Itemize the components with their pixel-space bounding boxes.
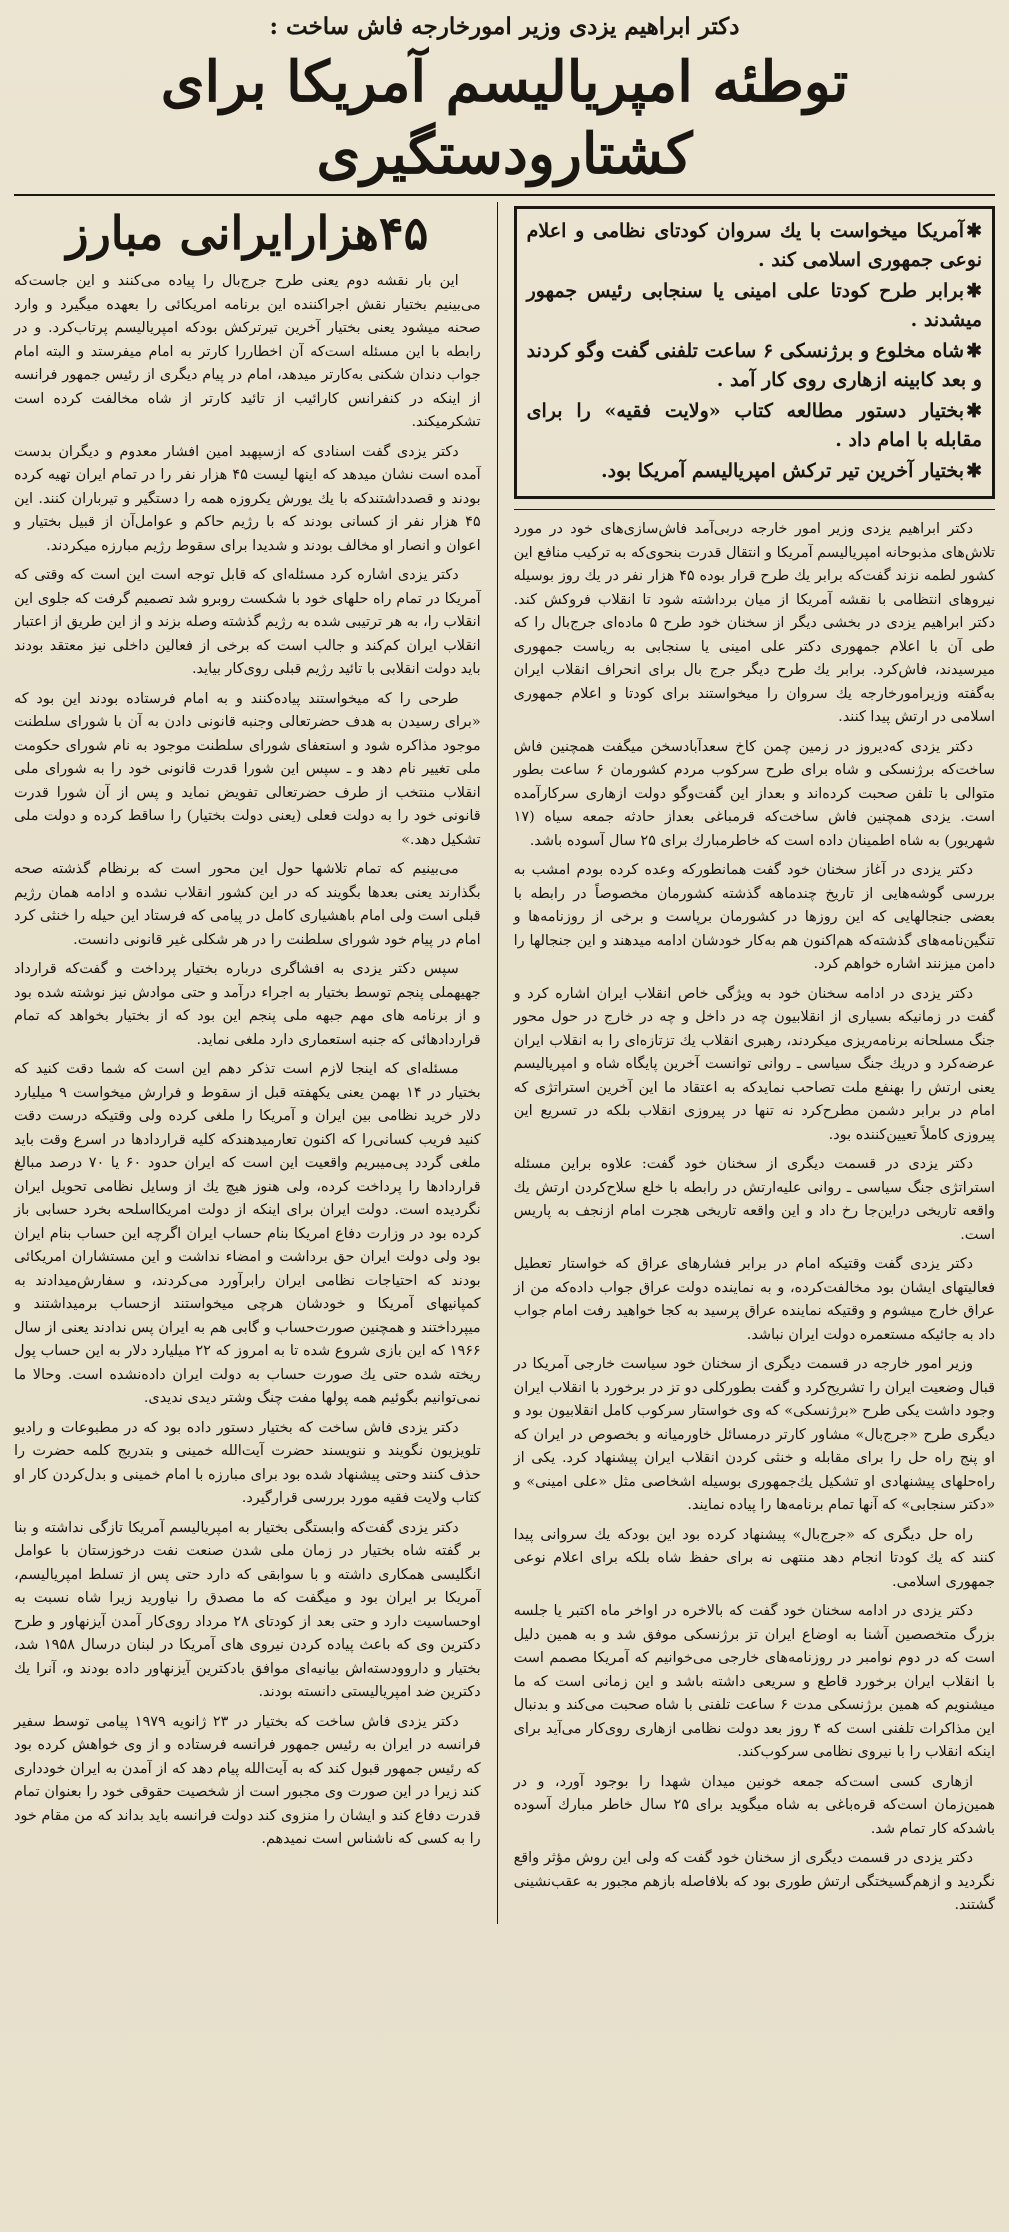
paragraph: دکتر یزدی در ادامه سخنان خود به ویژگی خاص انقلاب ایران اشاره کرد و گفت در زمانیکه بسیاری از انقلابیون چه در داخل و چه در خارج در حول محور جنگ مسلحانه برنامه‌ریزی میکردند، رهبری انقلاب یك تزتازه‌ای را به انقلاب ایران عرضه‌کرد و دریك جنگ سیاسی ـ روانی توانست آخرین پایگاه شاه و امپریالیسم یعنی ارتش را بهنفع ملت تصاحب نمایدکه به اعتقاد ما این آخرین استراتژی که امام در برابر دشمن مطرح‌کرد نه تنها در پیروزی انقلاب بلکه در تسریع این پیروزی کاملاً تعیین‌کننده بود.: [513, 985, 995, 1143]
paragraph: دکتر یزدی در قسمت دیگری از سخنان خود گفت که ولی این روش مؤثر واقع نگردید و ازهم‌گسیختگی ارتش طوری بود که بلافاصله بازهم مجبور به عقب‌نشینی گشتند.: [513, 1850, 995, 1913]
paragraph: ازهاری کسی است‌که جمعه خونین میدان شهدا را بوجود آورد، و در همین‌زمان است‌که قره‌باغی به شاه میگوید برای ۲۵ سال خاطر مبارك آسوده باشد‌که کار تمام شد.: [513, 1773, 995, 1837]
paragraph: این بار نقشه دوم یعنی طرح جرج‌بال را پیاده می‌کنند و این جاست‌که می‌بینیم بختیار نقش اجراکننده این برنامه امریکائی را بعهده میگیرد و وارد صحنه میشود یعنی بختیار آخرین تیرترکش بودکه امپریالیسم پرتاب‌کرد. و در رابطه با این مسئله است‌که آن اخطاررا کارتر به امام میفرستد و البته امام جواب دندان شکنی به‌کارتر میدهد، امام در پیام دیگری از رئیس جمهور فرانسه از اینکه در کنفرانس کارائیب از تائید کارتر از شاه مخالفت کرده است تشکرمیکند.: [14, 273, 481, 430]
paragraph: دکتر یزدی گفت اسنادی که ازسپهبد امین افشار معدوم و دیگران بدست آمده است نشان میدهد که اینها لیست ۴۵ هزار نفر را در تمام ایران تهیه کرده بودند و قصدداشتندکه با یك یورش یکروزه همه را دستگیر و تیرباران کنند. این ۴۵ هزار نفر از کسانی بودند که با رژیم حاکم و عوامل‌آن از قبیل بختیار و اعوان و انصار او مخالف بودند و شدیدا برای سقوط رژیم مبارزه میکردند.: [14, 443, 481, 554]
highlights-box: [514, 206, 995, 499]
paragraph: وزیر امور خارجه در قسمت دیگری از سخنان خود سیاست خارجی آمریکا در قبال وضعیت ایران را تشریح‌کرد و گفت بطورکلی دو تز در برخورد با انقلاب ایران وجود داشت یکی طرح «برژنسکی» که وی خواستار سرکوب کامل انقلابیون بود و دیگری طرح «جرج‌بال» مشاور کارتر درمسائل خاورمیانه و بخصوص در ایران که او پنج راه حل را برای مقابله و خنثی کردن انقلاب ایران پیشنهاد کرد. یکی از راه‌حلهای پیشنهادی او تشکیل یك‌جمهوری بوسیله اشخاصی مثل «علی امینی» و «دکتر سنجابی» که آنها تمام برنامه‌ها را پیاده نمایند.: [513, 1356, 995, 1513]
asterisk-icon: ✱: [966, 460, 982, 482]
kicker: دکتر ابراهیم یزدی وزیر امورخارجه فاش ساخت :: [269, 13, 740, 40]
paragraph: مسئله‌ای که اینجا لازم است تذکر دهم این است که شما دقت کنید که بختیار در ۱۴ بهمن یعنی یکهفته قبل از سقوط و فرارش میخواست ۹ میلیارد دلار خرید نظامی بین ایران و آمریکا را ملغی کرده ولی وقتیکه درست دقت کنید فریب کسانی‌را که اکنون تعارمیدهندکه کلیه قراردادها در اسرع وقت باید ملغی گردد پی‌میبریم واقعیت این است که ایران حدود ۶۰ یا ۷۰ درصد مبالغ قراردادها را پرداخت کرده، ولی هنوز هیچ یك از وسایل نظامی تحویل ایران نگردیده است. دولت ایران برای اینکه از دولت امریکااسلحه بخرد حسابی باز کرده بود در وزارت دفاع امریکا بنام حساب ایران اگرچه این حساب بنام ایران بود ولی دولت ایران حق برداشت و امضاء نداشت و این مستشاران امریکائی بودند که احتیاجات نظامی ایران رابرآورد می‌کردند، و سفارش‌میدادند به کمپانیهای آمریکا و خودشان هرچی میخواستند ازحساب برمیداشتند و میپرداختند و همچنین صورت‌حساب و گابی هم به ایران پس ندادند یعنی از سال ۱۹۶۶ که این بازی شروع شده تا به امروز که ۲۲ میلیارد دلار به این حساب پول ریخته شده حتی یك صورت حساب به دولت ایران داده‌نشده است. وحالا ما نمی‌توانیم بگوئیم همه پولها مفت چنگ وشتر دیدی ندیدی.: [14, 1061, 481, 1406]
headline: توطئه امپریالیسم آمریکا برای کشتارودستگیری: [14, 46, 995, 196]
paragraph: راه حل دیگری که «جرج‌بال» پیشنهاد کرده بود این بودکه یك سروانی پیدا کنند که یك کودتا انجام دهد منتهی نه برای حفظ شاه بلکه برای اعلام نوعی جمهوری اسلامی.: [513, 1526, 995, 1590]
paragraph: دکتر یزدی گفت‌که وابستگی بختیار به امپریالیسم آمریکا تازگی نداشته و بنا بر گفته شاه بختیار در زمان ملی شدن صنعت نفت درخوزستان با عوامل انگلیسی همکاری داشته و با سوابقی که دارد حتی پس از تسلط امپریالیسم، آمریکا بر ایران بود و میگفت که ما مصدق را نیاورید زیرا شاه نسبت به اوحساسیت دارد و حتی بعد از کودتای ۲۸ مرداد روی‌کار آمدن آیزنهاور و طرح دکترین وی که باعث پیاده کردن نیروی های آمریکا در لبنان درسال ۱۹۵۸ شد، بختیار و داروودسته‌اش بیانیه‌ای موافق باد‌کترین آیزنهاور داده بودند و، آنرا یك دکترین ضد امپریالیستی دانسته بودند.: [14, 1519, 481, 1700]
paragraph: دکتر یزدی که‌دیروز در زمین چمن کاخ سعدآبادسخن میگفت همچنین فاش ساخت‌که برژنسکی و شاه برای طرح سرکوب مردم کشورمان ۶ ساعت بطور متوالی با تلفن صحبت کرده‌اند و بعداز این گفت‌وگو دولت ازهاری سرکارآمده است. یزدی همچنین فاش ساخت‌که قرمباغی بعداز حادثه جمعه سیاه (۱۷ شهریور) به شاه اطمینان داده است که خاطرمبارك برای ۲۵ سال آسوده باشد.: [513, 738, 995, 849]
paragraph: دکتر یزدی گفت وقتیکه امام در برابر فشارهای عراق که خواستار تعطیل فعالیتهای ایشان بود مخالفت‌کرده، و به نماینده دولت عراق جواب داده‌که من از عراق خارج میشوم و وقتیکه نماینده عراق پرسید به کجا خواهید رفت امام جواب داد به جائیکه مستعمره دولت ایران نباشد.: [513, 1256, 995, 1343]
left-column: [14, 202, 481, 1924]
highlight-item: ✱برابر طرح کودتا علی امینی یا سنجابی رئیس جمهور میشدند .: [527, 277, 982, 335]
highlight-item: ✱بختیار آخرین تیر ترکش امپریالیسم آمریکا بود.: [527, 457, 982, 486]
paragraph: دکتر ابراهیم یزدی وزیر امور خارجه دربی‌آمد فاش‌سازی‌های خود در مورد تلاش‌های مذبوحانه امپریالیسم آمریکا و انتقال قدرت بنحوی‌که به ترکیب منافع این کشور لطمه نزند گفت‌که برابر یك طرح قرار بوده ۴۵ هزار نفر در یك روز بوسیله نیروهای انتظامی با نقشه آمریکا از میان برداشته شود تا انقلاب فروکش کند. دکتر ابراهیم یزدی در بخشی دیگر از سخنان خود طرح ۵ ماده‌ای جرج‌بال را که طی آن با اعلام جمهوری دکتر علی امینی یا سنجابی به ریاست جمهوری میرسیدند، فاش‌کرد. برابر یك طرح دیگر جرج بال برای انحراف انقلاب ایران به‌گفته وزیرامورخارجه یك سروان را میخواستند برای کودتا و اعلام جمهوری اسلامی در ارتش پیدا کنند.: [513, 521, 995, 725]
paragraph: طرحی را که میخواستند پیاده‌کنند و به امام فرستاده بودند این بود که «برای رسیدن به هدف حضرتعالی وجنبه قانونی دادن به آن با شورای سلطنت موجود مذاکره شود و استعفای شورای سلطنت موجود به نام شورای حکومت ملی تغییر نام دهد و ـ سپس این شورا قدرت قانونی خود را به شورای ملی انقلاب منتخب از طرف حضرتعالی تفویض نماید و پس از آن شورا قدرت قانونی خود را به دولت فعلی (یعنی دولت بختیار) را ساقط کرده و دولت ملی تشکیل دهد.»: [14, 690, 481, 848]
paragraph: دکتر یزدی در ادامه سخنان خود گفت که بالاخره در اواخر ماه اکتبر یا جلسه بزرگ متخصصین آشنا به اوضاع ایران تز برژنسکی موفق شد و به همین دلیل است که در دوم نوامبر در روزنامه‌های خارجی می‌خوانیم که آمریکا مصمم است با انقلاب ایران برخورد قاطع و سریعی داشته باشد و این زمانی است که ما میشنویم که همین برژنسکی مدت ۶ ساعت تلفنی با شاه صحبت می‌کند و بدنبال این مذاکرات تلفنی است که ۴ روز بعد دولت نظامی ازهاری روی‌کار می‌آید برای اینکه انقلاب را با نیروی نظامی سرکوب‌کند.: [513, 1603, 995, 1760]
highlight-item: ✱شاه مخلوع و برژنسکی ۶ ساعت تلفنی گفت وگو کردند و بعد کابینه ازهاری روی کار آمد .: [527, 337, 982, 395]
paragraph: دکتر یزدی در آغاز سخنان خود گفت همانطورکه وعده کرده بودم امشب به بررسی گوشه‌هایی از تاریخ چندماهه گذشته کشورمان مخصوصاً در رابطه با بعضی جنجالهایی که این روزها در کشورمان برپاست و برخی از روزنامه‌ها و تنگین‌نامه‌های گذشته‌که هم‌اکنون هم به‌کار خودشان ادامه میدهند و این جنجالها را دامن میزنند اشاره خواهم کرد.: [513, 862, 995, 972]
paragraph: دکتر یزدی فاش ساخت که بختیار در ۲۳ ژانویه ۱۹۷۹ پیامی توسط سفیر فرانسه در ایران به رئیس جمهور فرانسه فرستاده و از وی خواهش کرده بود که رئیس جمهور قبول کند که به آیت‌الله پیام دهد که از آمدن به ایران خودداری کند زیرا در این صورت وی مجبور است از شخصیت حقوقی خود را بعنوان تمام قدرت دفاع کند و ایشان را منزوی کند دولت فرانسه باید بداند که من مقام خود را به کسی که ناشناس است نمیدهم.: [14, 1713, 481, 1847]
paragraph: سپس دکتر یزدی به افشاگری درباره بختیار پرداخت و گفت‌که قرارداد جهیهملی پنجم توسط بختیار به اجراء درآمد و حتی موادش نیز نوشته شده بود و از برنامه های مهم جبهه ملی پنجم این بود که از بختیار بخواهد که تمام قراردادهائی که جنبه استعماری دارد ملغی نماید.: [14, 961, 481, 1048]
divider: [514, 509, 995, 510]
asterisk-icon: ✱: [966, 220, 982, 242]
article-body: [14, 202, 995, 1924]
paragraph: دکتر یزدی اشاره کرد مسئله‌ای که قابل توجه است این است که وقتی که آمریکا در تمام راه حلهای خود با شکست روبرو شد تصمیم گرفت که جلوی این انقلاب را، به هر ترتیبی شده به رژیم گذشته وصله بزند و از این طریق از اعتبار انقلاب ایران کم‌کند و جالب است که برخی از فعالین داخلی نیز معتقد بودند باید دولت انقلابی با تائید رژیم قبلی روی‌کار بیاید.: [14, 567, 481, 677]
paragraph: دکتر یزدی در قسمت دیگری از سخنان خود گفت: علاوه براین مسئله استراتژی جنگ سیاسی ـ روانی علیه‌ارتش در رابطه با خلع سلاح‌کردن ارتش یك واقعه تاریخی دراین‌جا رخ داد و این واقعه تاریخی هجرت امام ازنجف به پاریس است.: [513, 1156, 995, 1243]
subheadline: ۴۵هزارایرانی مبارز: [66, 206, 429, 260]
asterisk-icon: ✱: [966, 280, 982, 302]
highlight-item: ✱بختیار دستور مطالعه کتاب «ولایت فقیه» را برای مقابله با امام داد .: [527, 397, 982, 455]
asterisk-icon: ✱: [966, 340, 982, 362]
paragraph: دکتر یزدی فاش ساخت که بختیار دستور داده بود که در مطبوعات و رادیو تلویزیون نگویند و ننویسند حضرت آیت‌الله خمینی و بتدریج کلمه حضرت را حذف کنند وحتی پیشنهاد شده بود برای مبارزه با امام خمینی و بدل‌کردن کار او کتاب ولایت فقیه مورد بررسی قرارگیرد.: [14, 1419, 481, 1506]
highlight-item: ✱آمریکا میخواست با یك سروان کودتای نظامی و اعلام نوعی جمهوری اسلامی کند .: [527, 217, 982, 275]
asterisk-icon: ✱: [966, 400, 982, 422]
column-rule: [497, 202, 498, 1924]
paragraph: می‌بینیم که تمام تلاشها حول این محور است که برنظام گذشته صحه بگذارند یعنی بعدها بگویند که در این کشور انقلاب نشده و ادامه همان رژیم قبلی است ولی امام باهشیاری کامل در پیامی که فرستاد این حیله را خنثی کرد امام در پیام خود شورای سلطنت را در هر شکلی غیر قانونی دانست.: [14, 861, 481, 948]
right-column: [514, 202, 995, 1924]
